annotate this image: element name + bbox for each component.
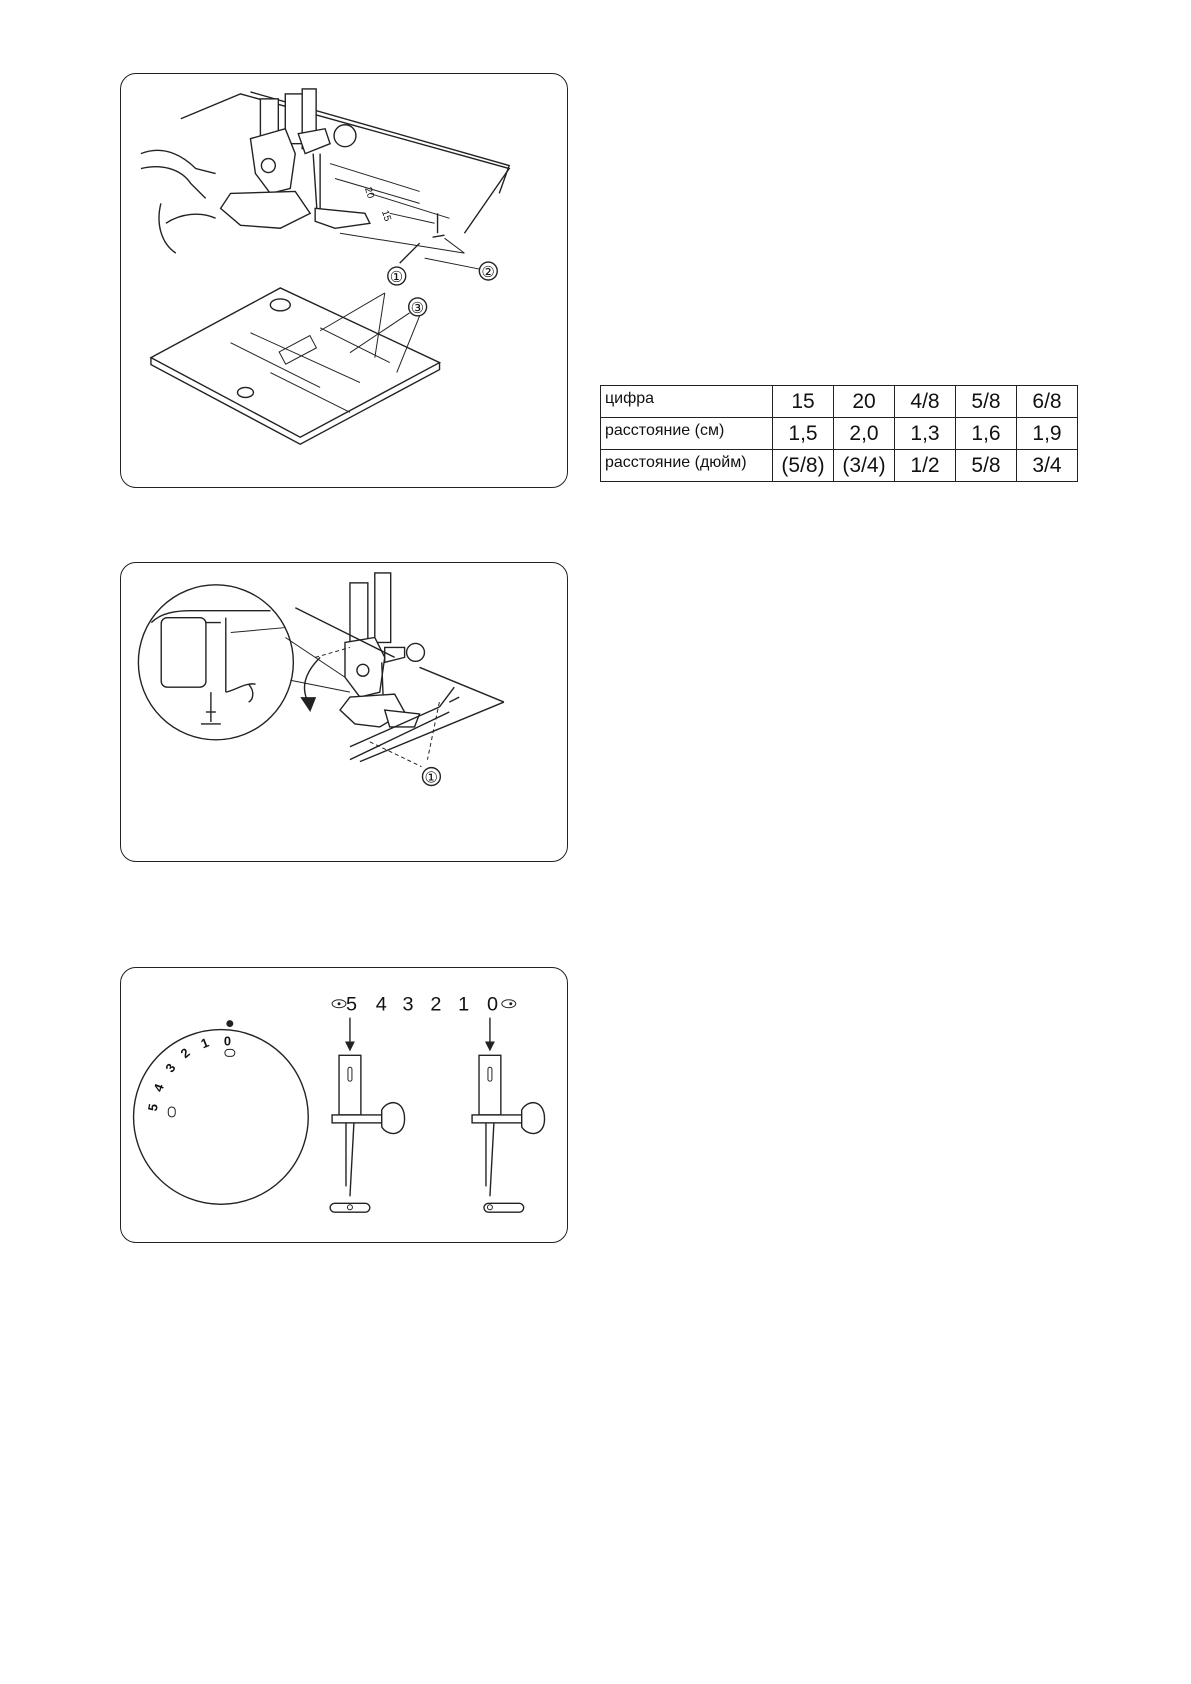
callout-2: ② <box>481 264 495 282</box>
row-label: цифра <box>601 386 773 418</box>
table-row <box>601 418 1078 450</box>
row-label: расстояние (см) <box>601 418 773 450</box>
table-cell: (5/8) <box>773 450 834 482</box>
table-cell: (3/4) <box>834 450 895 482</box>
seam-guide-table <box>600 385 1078 482</box>
callout-3: ③ <box>410 299 425 317</box>
table-cell: 15 <box>773 386 834 418</box>
table-cell: 4/8 <box>895 386 956 418</box>
table-cell: 20 <box>834 386 895 418</box>
table-cell: 1,9 <box>1017 418 1078 450</box>
row-label: расстояние (дюйм) <box>601 450 773 482</box>
scale-mark-20: 20 <box>362 185 376 200</box>
table-cell: 1,3 <box>895 418 956 450</box>
scale-mark-15: 15 <box>378 208 393 223</box>
table-cell: 3/4 <box>1017 450 1078 482</box>
callout-1: ① <box>389 268 404 286</box>
scale-label-5: 5 <box>345 993 358 1016</box>
scale-label-0: 0 <box>486 993 499 1016</box>
table-row <box>601 386 1078 418</box>
scale-label-3: 3 <box>402 993 414 1016</box>
figure-corner-guide <box>120 562 568 862</box>
needle-position-illustration <box>121 968 567 1242</box>
scale-label-1: 1 <box>458 993 470 1016</box>
dial-label-1: 1 <box>198 1034 211 1052</box>
figure-presser-foot-seam-guide <box>120 73 568 488</box>
scale-label-4: 4 <box>375 993 387 1016</box>
table-cell: 6/8 <box>1017 386 1078 418</box>
dial-label-3: 3 <box>162 1060 179 1076</box>
presser-foot-illustration <box>121 74 567 487</box>
table-cell: 1/2 <box>895 450 956 482</box>
table-cell: 5/8 <box>956 450 1017 482</box>
dial-label-5: 5 <box>144 1102 161 1113</box>
table-cell: 2,0 <box>834 418 895 450</box>
table-row <box>601 450 1078 482</box>
scale-label-2: 2 <box>430 993 442 1016</box>
dial-label-2: 2 <box>177 1044 193 1062</box>
table-cell: 5/8 <box>956 386 1017 418</box>
dial-label-0: 0 <box>223 1033 232 1049</box>
figure-needle-position-dial <box>120 967 568 1243</box>
table-cell: 1,5 <box>773 418 834 450</box>
corner-guide-illustration <box>121 563 567 861</box>
callout-1: ① <box>424 770 438 787</box>
table-cell: 1,6 <box>956 418 1017 450</box>
dial-label-4: 4 <box>150 1081 167 1094</box>
